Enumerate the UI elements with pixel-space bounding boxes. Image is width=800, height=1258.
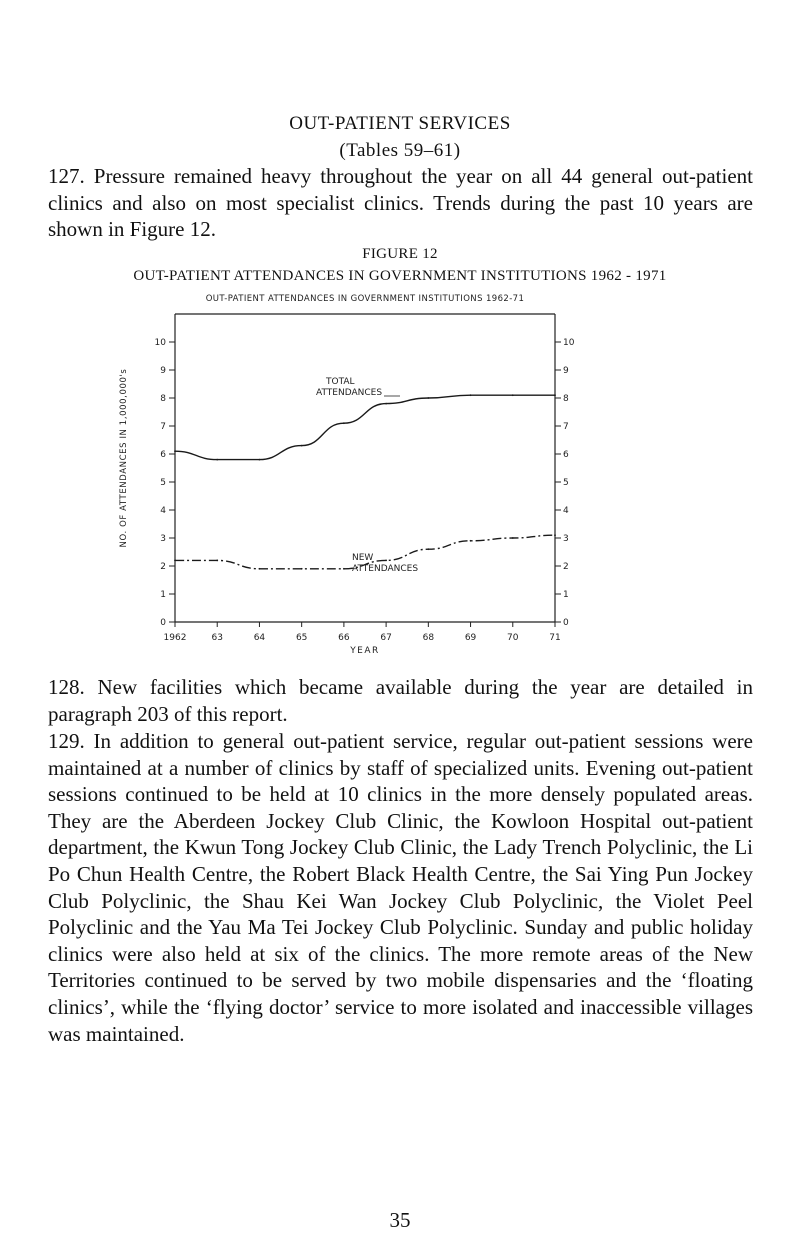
x-tick-label: 66 [338,633,350,643]
total-attendances-point [427,397,429,399]
section-subtitle: (Tables 59–61) [339,140,461,161]
total-attendances-point [385,403,387,405]
paragraph-128: 128. New facilities which became available during the year are detailed in paragraph 203 of this report. [48,675,753,726]
paragraph-129: 129. In addition to general out-patient service, regular out-patient sessions were maintained at a number of clinics by staff of specialized units. Evening out-patient sessions continued to be held at 10 clinics in the more densely populated areas. They are the Aberdeen Jockey Club Clinic, the Kowloon Hospital out-patient department, the Kwun Tong Jockey Club Clinic, the Lady Trench Polyclinic, the Li Po Chun Health Centre, the Robert Black Health Centre, the Sai Ying Pun Jockey Club Polyclinic, the Shau Kei Wan Jockey Club Polyclinic, the Violet Peel Polyclinic and the Yau Ma Tei Jockey Club Polyclinic. Sunday and public holiday clinics were also held at six of the clinics. The more remote areas of the New Territories continued to be served by two mobile dispensaries and the ‘floating clinics’, while the ‘flying doctor’ service to more isolated and inaccessible villages was maintained. [48,729,753,1046]
y-tick-label-right: 1 [563,590,569,600]
x-tick-label: 69 [464,633,477,643]
new-attendances-point [470,540,472,542]
y-tick-label-right: 7 [563,422,569,432]
total-attendances-line [175,395,555,459]
y-tick-label-left: 5 [160,478,166,488]
y-tick-label-left: 1 [160,590,166,600]
x-tick-label: 70 [507,633,519,643]
y-tick-label-left: 9 [160,366,166,376]
new-attendances-label-line1: NEW [352,553,374,563]
y-tick-label-right: 8 [563,394,569,404]
x-tick-label: 68 [422,633,435,643]
new-attendances-point [554,534,556,536]
y-tick-label-right: 10 [563,338,575,348]
x-tick-label: 63 [211,633,223,643]
x-axis-label: YEAR [350,646,380,656]
new-attendances-point [259,568,261,570]
total-attendances-point [301,445,303,447]
y-tick-label-right: 9 [563,366,569,376]
y-tick-label-left: 10 [154,338,166,348]
new-attendances-point [174,560,176,562]
y-tick-label-left: 6 [160,450,166,460]
total-attendances-point [554,394,556,396]
y-tick-label-left: 7 [160,422,166,432]
total-attendances-label-line2: ATTENDANCES [316,388,383,398]
y-tick-label-left: 8 [160,394,166,404]
x-tick-label: 67 [380,633,392,643]
new-attendances-point [427,548,429,550]
y-axis-label: NO. OF ATTENDANCES IN 1,000,000's [119,368,129,548]
page-number: 35 [389,1208,411,1232]
total-attendances-point [470,394,472,396]
total-attendances-point [259,459,261,461]
figure-number: FIGURE 12 [362,246,438,262]
total-attendances-point [216,459,218,461]
total-attendances-point [174,450,176,452]
y-tick-label-left: 0 [160,618,166,628]
y-tick-label-right: 2 [563,562,569,572]
y-tick-label-right: 3 [563,534,569,544]
x-tick-label: 1962 [163,633,187,643]
total-attendances-point [343,422,345,424]
new-attendances-point [512,537,514,539]
new-attendances-point [216,560,218,562]
y-tick-label-left: 2 [160,562,166,572]
y-tick-label-right: 6 [563,450,569,460]
new-attendances-label-line2: ATTENDANCES [352,564,419,574]
y-tick-label-right: 0 [563,618,569,628]
x-tick-label: 71 [549,633,561,643]
section-title: OUT-PATIENT SERVICES [289,113,511,134]
new-attendances-point [385,560,387,562]
x-tick-label: 65 [295,633,308,643]
total-attendances-label-line1: TOTAL [326,377,355,387]
new-attendances-point [343,568,345,570]
y-tick-label-right: 5 [563,478,569,488]
paragraph-127: 127. Pressure remained heavy throughout the year on all 44 general out-patient clinics and also on most specialist clinics. Trends during the past 10 years are shown in Figure 12. [48,164,753,242]
y-tick-label-right: 4 [563,506,569,516]
new-attendances-point [301,568,303,570]
chart-title: OUT-PATIENT ATTENDANCES IN GOVERNMENT INSTITUTIONS 1962-71 [205,294,525,304]
x-tick-label: 64 [253,633,266,643]
figure-caption: OUT-PATIENT ATTENDANCES IN GOVERNMENT INSTITUTIONS 1962 - 1971 [133,268,667,284]
y-tick-label-left: 3 [160,534,166,544]
total-attendances-point [512,394,514,396]
y-tick-label-left: 4 [160,506,166,516]
